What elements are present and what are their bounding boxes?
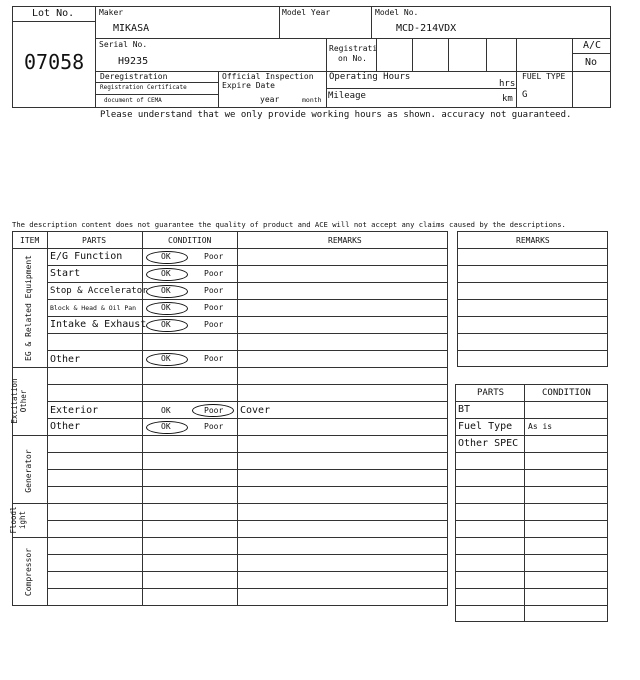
row-line: [47, 350, 448, 351]
part-stop-accelerator: Stop & Accelerator: [50, 286, 148, 296]
serial-no-value: H9235: [118, 56, 149, 67]
condition-poor: Poor: [204, 269, 224, 278]
spec-condition-header: CONDITION: [542, 388, 591, 398]
dereg-divider-2: [95, 94, 218, 95]
deregistration-label: Deregistration: [100, 72, 168, 81]
lot-no-label: Lot No.: [32, 8, 75, 19]
row-line: [47, 588, 448, 589]
reg-cell-divider-3: [448, 38, 449, 71]
spec-row-line: [455, 418, 608, 419]
row-line: [47, 486, 448, 487]
spec-row-line: [455, 571, 608, 572]
remarks-row-line: [457, 333, 608, 334]
condition-ok: OK: [161, 320, 171, 329]
reg-cell-divider-4: [486, 38, 487, 71]
row-line: [47, 316, 448, 317]
spec-row-line: [455, 469, 608, 470]
item-header: ITEM: [20, 236, 40, 245]
row-line: [47, 384, 448, 385]
km-label: km: [502, 94, 513, 104]
registration-label-line2: on No.: [338, 54, 367, 63]
model-year-divider-left: [279, 6, 280, 38]
lot-no-value: 07058: [24, 50, 85, 74]
spec-row-line: [455, 605, 608, 606]
registration-divider-left: [326, 38, 327, 108]
inspection-label-line1: Official Inspection: [222, 72, 314, 81]
inspection-label-line2: Expire Date: [222, 81, 275, 90]
reg-cell-divider-5: [516, 38, 517, 108]
part-exterior: Exterior: [50, 405, 99, 416]
main-header-divider: [12, 248, 448, 249]
document-label: document of CEMA: [104, 97, 162, 104]
remarks-row-line: [457, 265, 608, 266]
part-block-head-oil-pan: Block & Head & Oil Pan: [50, 304, 137, 312]
row-line: [47, 418, 448, 419]
part-eg-function: E/G Function: [50, 251, 123, 262]
spec-parts-header: PARTS: [477, 388, 505, 398]
spec-row-line: [455, 435, 608, 436]
spec-row-line: [455, 486, 608, 487]
section-divider: [12, 435, 448, 436]
reg-cell-divider-2: [412, 38, 413, 71]
part-excitation-other: Other: [50, 421, 81, 432]
maker-label: Maker: [99, 8, 124, 17]
part-intake-exhaust: Intake & Exhaust: [50, 319, 147, 330]
row-line: [47, 265, 448, 266]
spec-part-other: Other SPEC: [458, 438, 519, 449]
model-no-divider-left: [371, 6, 372, 38]
row-line: [47, 571, 448, 572]
condition-poor: Poor: [204, 286, 224, 295]
remarks-table-header: REMARKS: [516, 236, 550, 245]
fuel-type-value: G: [522, 90, 528, 100]
serial-no-label: Serial No.: [99, 40, 148, 49]
condition-poor: Poor: [204, 406, 224, 415]
condition-ok: OK: [161, 269, 171, 278]
spec-row-line: [455, 537, 608, 538]
row-line: [47, 401, 448, 402]
remark-cover: Cover: [240, 405, 271, 416]
row-line: [47, 282, 448, 283]
section-divider: [12, 367, 448, 368]
spec-row-line: [455, 503, 608, 504]
hours-divider: [326, 88, 516, 89]
condition-poor: Poor: [204, 320, 224, 329]
month-label: month: [302, 96, 322, 104]
condition-poor: Poor: [204, 252, 224, 261]
row-line: [47, 554, 448, 555]
remarks-row-line: [457, 248, 608, 249]
spec-row-line: [455, 554, 608, 555]
dereg-divider-1: [95, 82, 218, 83]
spec-row-line: [455, 520, 608, 521]
condition-poor: Poor: [204, 354, 224, 363]
dereg-divider-right: [218, 71, 219, 108]
parts-header: PARTS: [82, 236, 107, 245]
mileage-label: Mileage: [328, 91, 366, 101]
disclaimer-text: The description content does not guarantee the quality of product and ACE will not accept any claims caused by the descriptions.: [12, 220, 566, 229]
registration-certificate-label: Registration Certificate: [100, 84, 187, 91]
section-label-eg: EG & Related Equipment: [24, 255, 33, 361]
remarks-row-line: [457, 282, 608, 283]
condition-ok: OK: [161, 252, 171, 261]
condition-ok: OK: [161, 406, 171, 415]
row-line: [47, 452, 448, 453]
part-start: Start: [50, 268, 81, 279]
spec-header-divider: [455, 401, 608, 402]
operating-hours-label: Operating Hours: [329, 72, 411, 82]
reg-cell-divider-1: [376, 38, 377, 71]
registration-label-line1: Registrati: [329, 44, 378, 53]
remarks-row-line: [457, 350, 608, 351]
condition-poor: Poor: [204, 303, 224, 312]
section-label-floodlight: Floodl ight: [9, 506, 27, 534]
maker-value: MIKASA: [113, 23, 150, 34]
lot-label-divider: [12, 21, 95, 22]
year-label: year: [260, 95, 280, 104]
ac-label: A/C: [583, 40, 602, 51]
section-label-generator: Generator: [24, 449, 33, 493]
row-line: [47, 469, 448, 470]
model-no-label: Model No.: [375, 8, 419, 17]
row-line: [47, 520, 448, 521]
fuel-type-label: FUEL TYPE: [522, 72, 566, 81]
hrs-label: hrs: [499, 79, 516, 89]
ac-divider-left: [572, 38, 573, 108]
section-divider: [12, 503, 448, 504]
model-no-value: MCD-214VDX: [396, 23, 457, 34]
header-row-divider-1: [95, 38, 611, 39]
condition-header: CONDITION: [168, 236, 212, 245]
row-line: [47, 299, 448, 300]
remarks-header: REMARKS: [328, 236, 362, 245]
spec-row-line: [455, 452, 608, 453]
spec-part-bt: BT: [458, 404, 471, 415]
section-label-compressor: Compressor: [24, 547, 33, 597]
row-line: [47, 333, 448, 334]
remarks-row-line: [457, 299, 608, 300]
remarks-row-line: [457, 316, 608, 317]
condition-ok: OK: [161, 303, 171, 312]
condition-ok: OK: [161, 422, 171, 431]
part-eg-other: Other: [50, 354, 81, 365]
ac-divider-mid: [572, 53, 611, 54]
section-divider: [12, 537, 448, 538]
ac-value: No: [585, 57, 598, 68]
spec-part-fuel-type: Fuel Type: [458, 421, 513, 432]
lot-column-divider: [95, 6, 96, 108]
spec-condition-fuel-type: As is: [528, 422, 553, 431]
hours-notice: Please understand that we only provide working hours as shown. accuracy not guaranteed.: [100, 110, 572, 120]
section-label-excitation: Excitation Other: [10, 378, 28, 424]
condition-ok: OK: [161, 286, 171, 295]
condition-poor: Poor: [204, 422, 224, 431]
spec-row-line: [455, 588, 608, 589]
model-year-label: Model Year: [282, 8, 331, 17]
condition-ok: OK: [161, 354, 171, 363]
